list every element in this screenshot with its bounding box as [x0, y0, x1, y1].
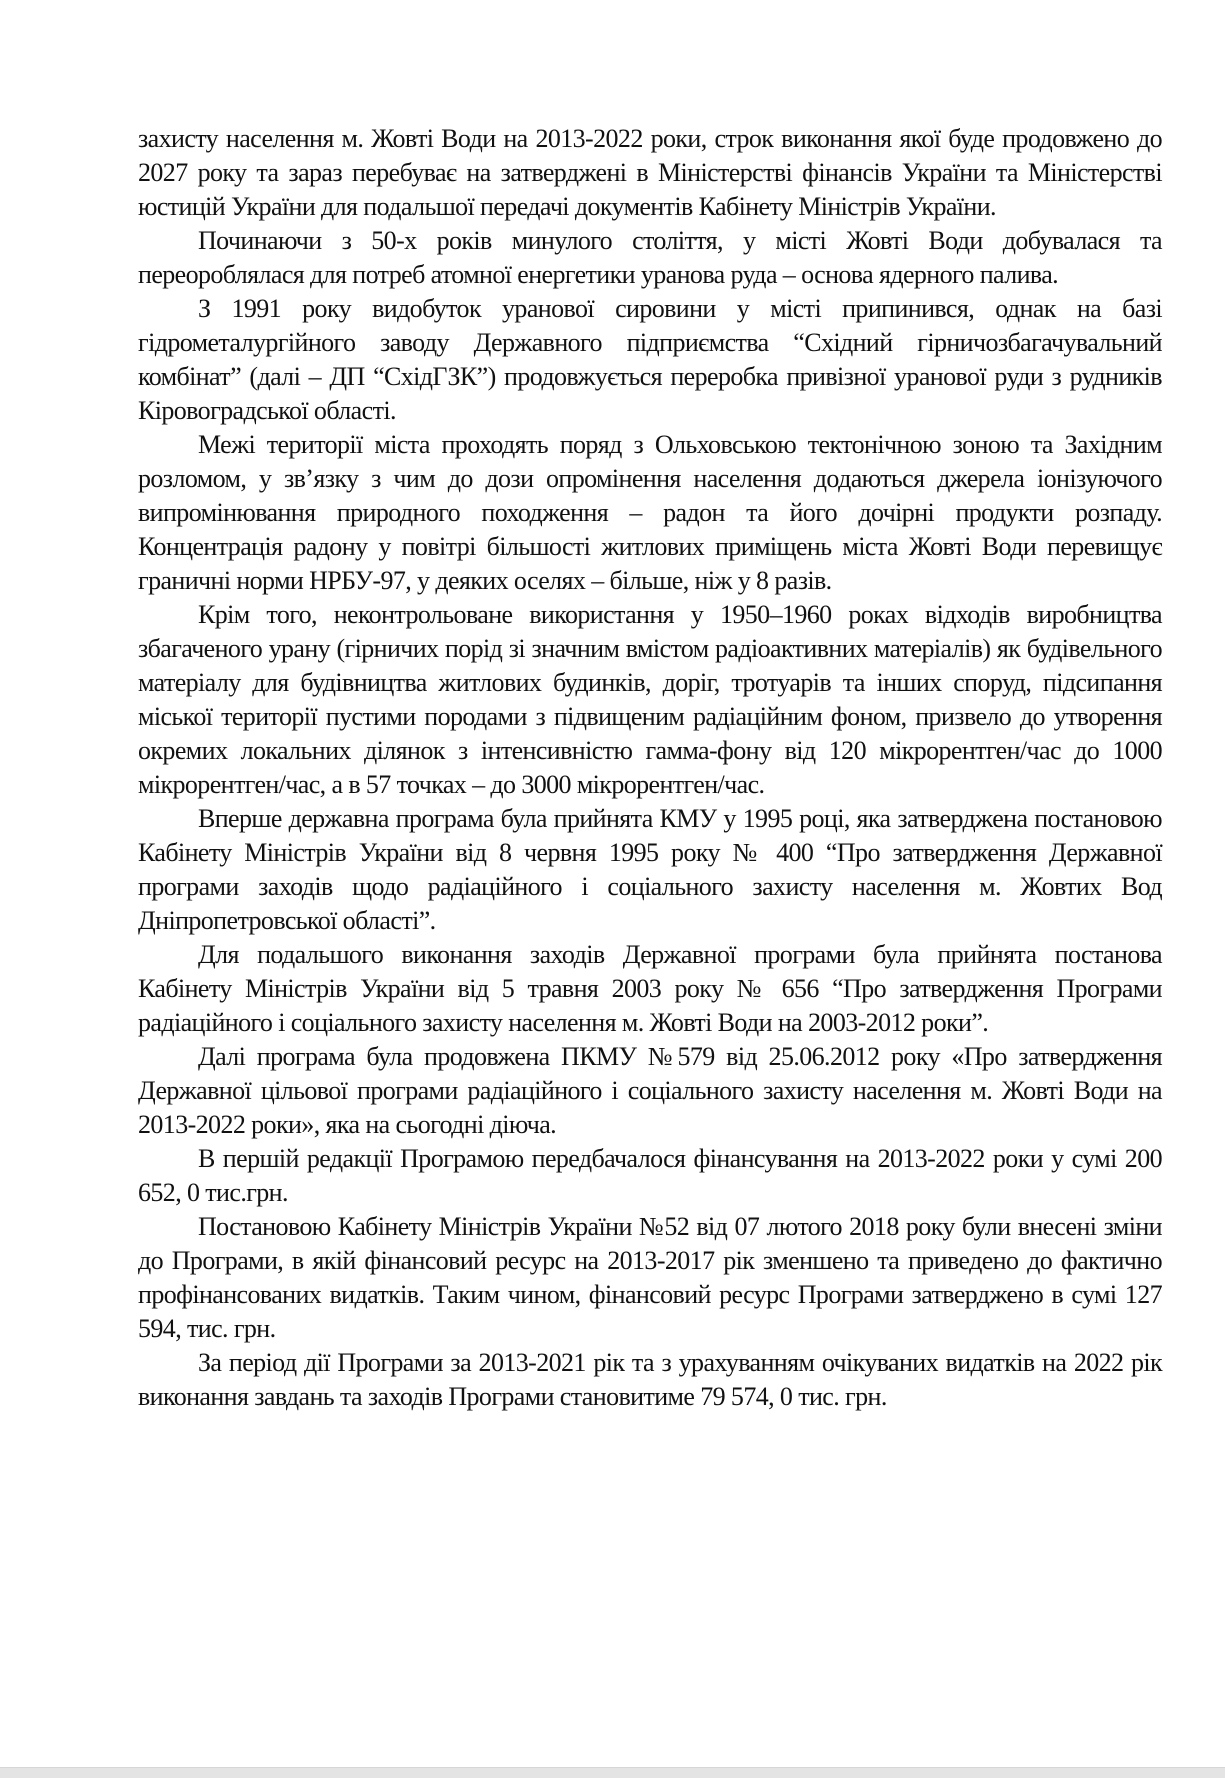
paragraph-continuation: захисту населення м. Жовті Води на 2013-2022 роки, строк виконання якої буде продовжено до 2027 року та зараз перебуває на затверджені в Міністерстві фінансів України та Міністерстві юстицій України для подальшої передачі документів Кабінету Міністрів України. [138, 124, 1162, 221]
paragraph-funding-amendment-2018: Постановою Кабінету Міністрів України №52 від 07 лютого 2018 року були внесені зміни до Програми, в якій фінансовий ресурс на 2013-2017 рік зменшено та приведено до фактично профінансованих видатків. Таким чином, фінансовий ресурс Програми затверджено в сумі 127 594, тис. грн. [138, 1212, 1162, 1343]
paragraph-radon-exposure: Межі території міста проходять поряд з Ольховською тектонічною зоною та Західним розломом, у зв’язку з чим до дози опромінення населення додаються джерела іонізуючого випромінювання природного походження – радон та його дочірні продукти розпаду. Концентрація радону у повітрі більшості житлових приміщень міста Жовті Води перевищує граничні норми НРБУ-97, у деяких оселях – більше, ніж у 8 разів. [138, 430, 1162, 595]
paragraph-initial-funding: В першій редакції Програмою передбачалося фінансування на 2013-2022 роки у сумі 200 652, 0 тис.грн. [138, 1144, 1162, 1207]
paragraph-uranium-mining-history: Починаючи з 50-х років минулого століття, у місті Жовті Води добувалася та переороблялася для потреб атомної енергетики уранова руда – основа ядерного палива. [138, 226, 1162, 289]
paragraph-program-2012: Далі програма була продовжена ПКМУ №579 від 25.06.2012 року «Про затвердження Державної цільової програми радіаційного і соціального захисту населення м. Жовті Води на 2013-2022 роки», яка на сьогодні діюча. [138, 1042, 1162, 1139]
paragraph-waste-usage-gamma-background: Крім того, неконтрольоване використання у 1950–1960 роках відходів виробництва збагаченого урану (гірничих порід зі значним вмістом радіоактивних матеріалів) як будівельного матеріалу для будівництва житлових будинків, доріг, тротуарів та інших споруд, підсипання міської території пустими породами з підвищеним радіаційним фоном, призвело до утворення окремих локальних ділянок з інтенсивністю гамма-фону від 120 мікрорентген/час до 1000 мікрорентген/час, а в 57 точках – до 3000 мікрорентген/час. [138, 600, 1162, 799]
paragraph-mining-cessation-1991: З 1991 року видобуток уранової сировини у місті припинився, однак на базі гідрометалургійного заводу Державного підприємства “Східний гірничозбагачувальний комбінат” (далі – ДП “СхідГЗК”) продовжується переробка привізної уранової руди з рудників Кіровоградської області. [138, 294, 1162, 425]
paragraph-program-2003: Для подальшого виконання заходів Державної програми була прийнята постанова Кабінету Міністрів України від 5 травня 2003 року № 656 “Про затвердження Програми радіаційного і соціального захисту населення м. Жовті Води на 2003-2012 роки”. [138, 940, 1162, 1037]
paragraph-program-1995: Вперше державна програма була прийнята КМУ у 1995 році, яка затверджена постановою Кабінету Міністрів України від 8 червня 1995 року № 400 “Про затвердження Державної програми заходів щодо радіаційного і соціального захисту населення м. Жовтих Вод Дніпропетровської області”. [138, 804, 1162, 935]
paragraph-program-execution-total: За період дії Програми за 2013-2021 рік та з урахуванням очікуваних видатків на 2022 рік виконання завдань та заходів Програми становитиме 79 574, 0 тис. грн. [138, 1348, 1162, 1411]
page-bottom-edge [0, 1767, 1225, 1778]
document-body [138, 122, 1162, 1414]
